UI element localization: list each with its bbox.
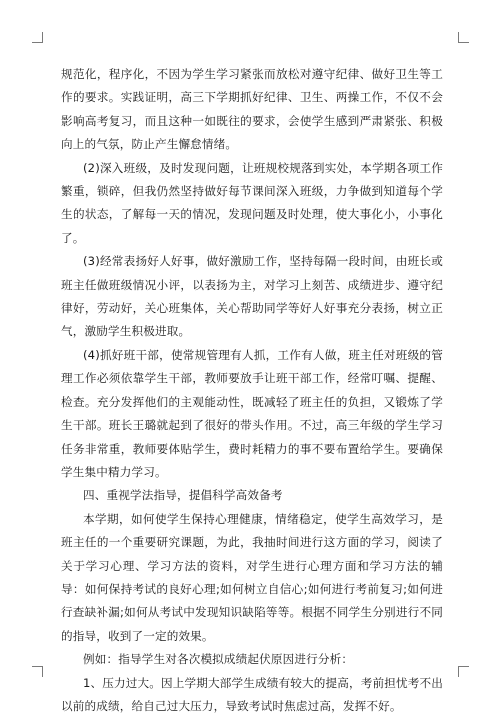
section-heading-4: 四、重视学法指导，提倡科学高效备考 <box>83 488 283 503</box>
paragraph-item-2: (2)深入班级，及时发现问题，让班规校规落到实处，本学期各项工作繁重，锁碎，但我仍然坚持做好每节课间深入班级，力争做到知道每个学生的状态，了解每一天的情况，发现问题及时处理，使大事化小，小事化了。 <box>61 160 443 245</box>
crop-mark-top-right <box>458 32 469 43</box>
document-body <box>61 63 443 718</box>
paragraph-discipline: 规范化，程序化，不因为学生学习紧张而放松对遵守纪律、做好卫生等工作的要求。实践证明，高三下学期抓好纪律、卫生、两操工作，不仅不会影响高考复习，而且这种一如既往的要求，会使学生感到严肃紧张、积极向上的气氛，防止产生懈怠情绪。 <box>61 67 443 152</box>
paragraph-example: 例如：指导学生对各次模拟成绩起伏原因进行分析： <box>83 652 354 667</box>
paragraph-pressure: 1、压力过大。因上学期大部学生成绩有较大的提高，考前担忧考不出以前的成绩，给自己过大压力，导致考试时焦虑过高，发挥不好。 <box>61 675 443 713</box>
paragraph-study-methods: 本学期，如何使学生保持心理健康，情绪稳定，使学生高效学习，是班主任的一个重要研究课题，为此，我抽时间进行这方面的学习，阅读了关于学习心理、学习方法的资料，对学生进行心理方面和学习方法的辅导：如何保持考试的良好心理;如何树立自信心;如何进行考前复习;如何进行查缺补漏;如何从考试中发现知识缺陷等等。根据不同学生分别进行不同的指导，收到了一定的效果。 <box>61 511 443 643</box>
paragraph-item-4: (4)抓好班干部，使常规管理有人抓，工作有人做，班主任对班级的管理工作必须依靠学生干部，教师要放手让班干部工作，经常叮嘱、提醒、检查。充分发挥他们的主观能动性，既减轻了班主任的负担，又锻炼了学生干部。班长王璐就起到了很好的带头作用。不过，高三年级的学生学习任务非常重，教师要体贴学生，费时耗精力的事不要布置给学生。要确保学生集中精力学习。 <box>61 347 443 479</box>
crop-mark-top-left <box>32 32 43 43</box>
paragraph-item-3: (3)经常表扬好人好事，做好激励工作，坚持每隔一段时间，由班长或班主任做班级情况小评，以表扬为主，对学习上刻苦、成绩进步、遵守纪律好，劳动好，关心班集体，关心帮助同学等好人好事充分表扬，树立正气，激励学生积极进取。 <box>61 254 443 339</box>
crop-mark-bottom-left <box>32 666 43 677</box>
crop-mark-bottom-right <box>458 666 469 677</box>
